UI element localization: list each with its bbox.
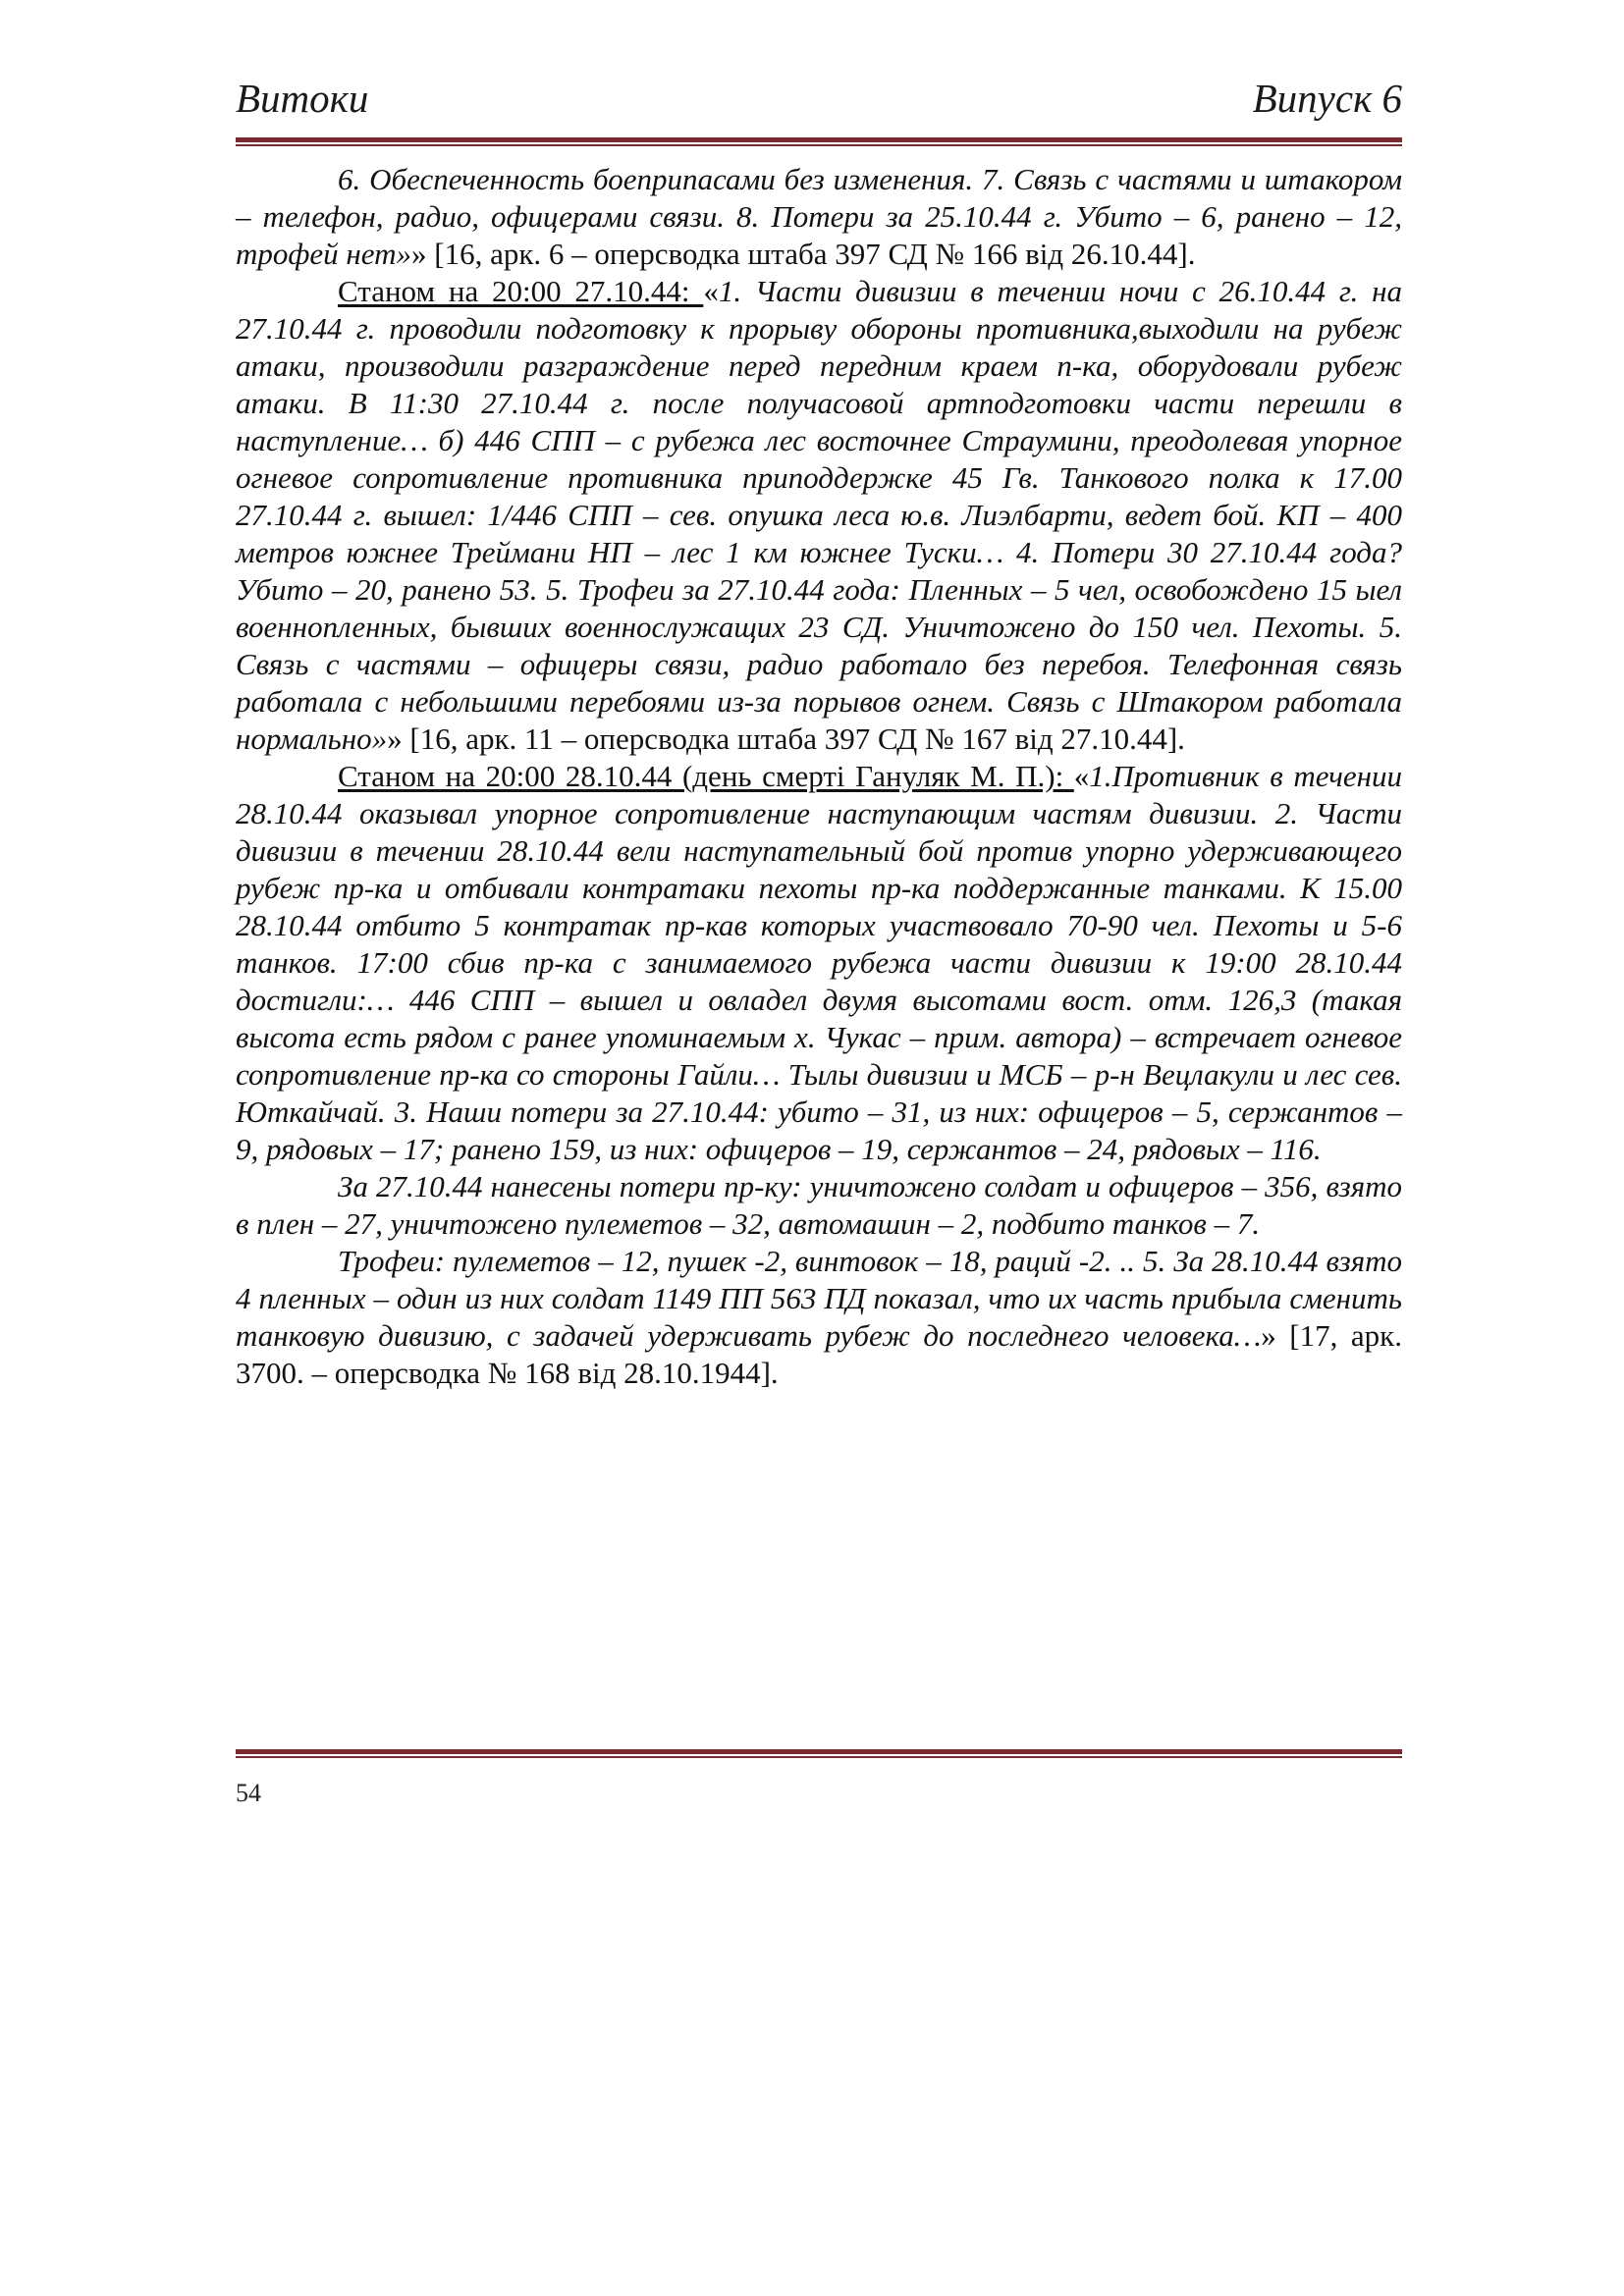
- text-segment: Станом на 20:00 27.10.44:: [338, 274, 704, 308]
- text-segment: Трофеи: пулеметов – 12, пушек -2, винтовок – 18, раций -2. .. 5. За 28.10.44 взято 4 пленных – один из них солдат 1149 ПП 563 ПД показал, что их часть прибыла сменить танковую дивизию, с задачей удерживать рубеж до последнего человека…: [236, 1244, 1402, 1353]
- text-segment: 1.Противник в течении 28.10.44 оказывал упорное сопротивление наступающим частям дивизии. 2. Части дивизии в течении 28.10.44 вели наступательный бой против упорно удерживающего рубеж пр-ка и отбивали контратаки пехоты пр-ка поддержанные танками. К 15.00 28.10.44 отбито 5 контратак пр-кав которых участвовало 70-90 чел. Пехоты и 5-6 танков. 17:00 сбив пр-ка с занимаемого рубежа части дивизии к 19:00 28.10.44 достигли:… 446 СПП – вышел и овладел двумя высотами вост. отм. 126,3 (такая высота есть рядом с ранее упоминаемым х. Чукас – прим. автора) – встречает огневое сопротивление пр-ка со стороны Гайли… Тылы дивизии и МСБ – р-н Вецлакули и лес сев. Юткайчай. 3. Наши потери за 27.10.44: убито – 31, из них: офицеров – 5, сержантов – 9, рядовых – 17; ранено 159, из них: офицеров – 19, сержантов – 24, рядовых – 116.: [236, 759, 1402, 1166]
- text-segment: «: [703, 274, 719, 308]
- text-segment: » [16, арк. 11 – оперсводка штаба 397 СД № 167 від 27.10.44].: [387, 721, 1185, 756]
- header-divider: [236, 137, 1402, 147]
- paragraph: [236, 273, 1402, 758]
- page-number: 54: [236, 1779, 261, 1807]
- journal-title: Витоки: [236, 76, 369, 121]
- issue-label: Випуск 6: [1252, 76, 1402, 121]
- paragraph: [236, 1243, 1402, 1392]
- text-segment: 6. Обеспеченность боеприпасами без изменения. 7. Связь с частями и штакором – телефон, радио, офицерами связи. 8. Потери за 25.10.44 г. Убито – 6, ранено – 12, трофей нет»: [236, 162, 1402, 271]
- footer-divider: [236, 1749, 1402, 1759]
- text-segment: За 27.10.44 нанесены потери пр-ку: уничтожено солдат и офицеров – 356, взято в плен – 27, уничтожено пулеметов – 32, автомашин – 2, подбито танков – 7.: [236, 1169, 1402, 1241]
- paragraph: [236, 161, 1402, 273]
- paragraph: [236, 758, 1402, 1168]
- text-segment: » [16, арк. 6 – оперсводка штаба 397 СД № 166 від 26.10.44].: [411, 237, 1196, 271]
- text-segment: «: [1073, 759, 1090, 793]
- text-segment: » [17, арк. 3700. – оперсводка № 168 від 28.10.1944].: [236, 1318, 1402, 1390]
- document-body: [236, 161, 1402, 1392]
- text-segment: Станом на 20:00 28.10.44 (день смерті Гануляк М. П.):: [338, 759, 1074, 793]
- text-segment: 1. Части дивизии в течении ночи с 26.10.44 г. на 27.10.44 г. проводили подготовку к прорыву обороны противника,выходили на рубеж атаки, производили разграждение перед передним краем п-ка, оборудовали рубеж атаки. В 11:30 27.10.44 г. после получасовой артподготовки части перешли в наступление… б) 446 СПП – с рубежа лес восточнее Страумини, преодолевая упорное огневое сопротивление противника приподдержке 45 Гв. Танкового полка к 17.00 27.10.44 г. вышел: 1/446 СПП – сев. опушка леса ю.в. Лиэлбарти, ведет бой. КП – 400 метров южнее Треймани НП – лес 1 км южнее Туски… 4. Потери 30 27.10.44 года? Убито – 20, ранено 53. 5. Трофеи за 27.10.44 года: Пленных – 5 чел, освобождено 15 ыел военнопленных, бывших военнослужащих 23 СД. Уничтожено до 150 чел. Пехоты. 5. Связь с частями – офицеры связи, радио работало без перебоя. Телефонная связь работала с небольшими перебоями из-за порывов огнем. Связь с Штакором работала нормально»: [236, 274, 1403, 756]
- running-header: [236, 67, 1402, 135]
- paragraph: [236, 1168, 1402, 1243]
